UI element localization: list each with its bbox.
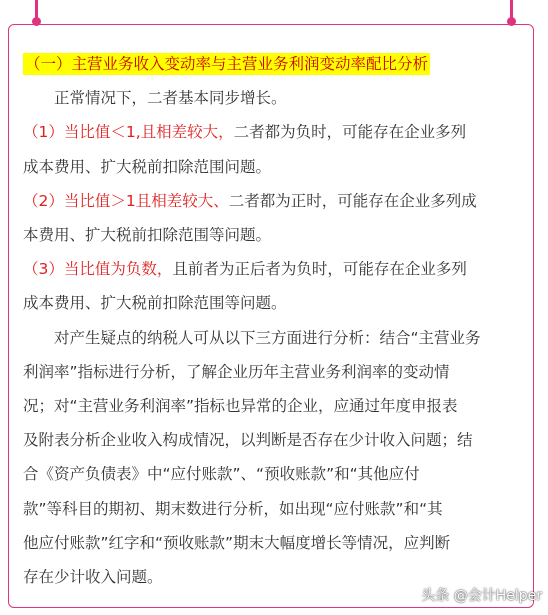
case3-line1 — [23, 252, 523, 286]
content-card — [8, 24, 534, 608]
analysis-line: 利润率”指标进行分析，了解企业历年主营业务利润率的变动情 — [23, 362, 450, 381]
case2-line2: 本费用、扩大税前扣除范围等问题。 — [23, 226, 272, 245]
analysis-line: 存在少计收入问题。 — [23, 568, 163, 587]
analysis-line: 合《资产负债表》中“应付账款”、“预收账款”和“其他应付 — [23, 465, 420, 484]
section-title-line — [23, 47, 523, 81]
analysis-line: 他应付账款”红字和“预收账款”期末大幅度增长等情况，应判断 — [23, 533, 451, 552]
case1-text: 二者都为负时，可能存在企业多列 — [233, 123, 467, 142]
case1-highlight: （1）当比值＜1,且相差较大， — [23, 123, 234, 142]
case2-text: 二者都为正时，可能存在企业多列成 — [228, 191, 477, 210]
watermark: 头条 @会计Helper — [421, 588, 542, 604]
case2-line1 — [23, 184, 523, 218]
case3-line2: 成本费用、扩大税前扣除范围等问题。 — [23, 294, 287, 313]
right-connector-decoration — [510, 0, 513, 22]
case1-line1 — [23, 115, 523, 149]
case2-highlight: （2）当比值＞1且相差较大、 — [23, 191, 229, 210]
intro-paragraph: 正常情况下，二者基本同步增长。 — [54, 89, 287, 108]
analysis-line: 款”等科目的期初、期末数进行分析，如出现“应付账款”和“其 — [23, 499, 443, 518]
analysis-line: 对产生疑点的纳税人可从以下三方面进行分析：结合“主营业务 — [54, 328, 481, 347]
analysis-line: 况；对“主营业务利润率”指标也异常的企业，应通过年度申报表 — [23, 397, 458, 416]
left-connector-decoration — [35, 0, 38, 22]
analysis-line: 及附表分析企业收入构成情况，以判断是否存在少计收入问题；结 — [23, 431, 473, 450]
case1-line2: 成本费用、扩大税前扣除范围问题。 — [23, 157, 272, 176]
case3-text: 且前者为正后者为负时，可能存在企业多列 — [172, 260, 467, 279]
section-title: （一）主营业务收入变动率与主营业务利润变动率配比分析 — [25, 55, 429, 73]
case3-highlight: （3）当比值为负数， — [23, 260, 173, 279]
